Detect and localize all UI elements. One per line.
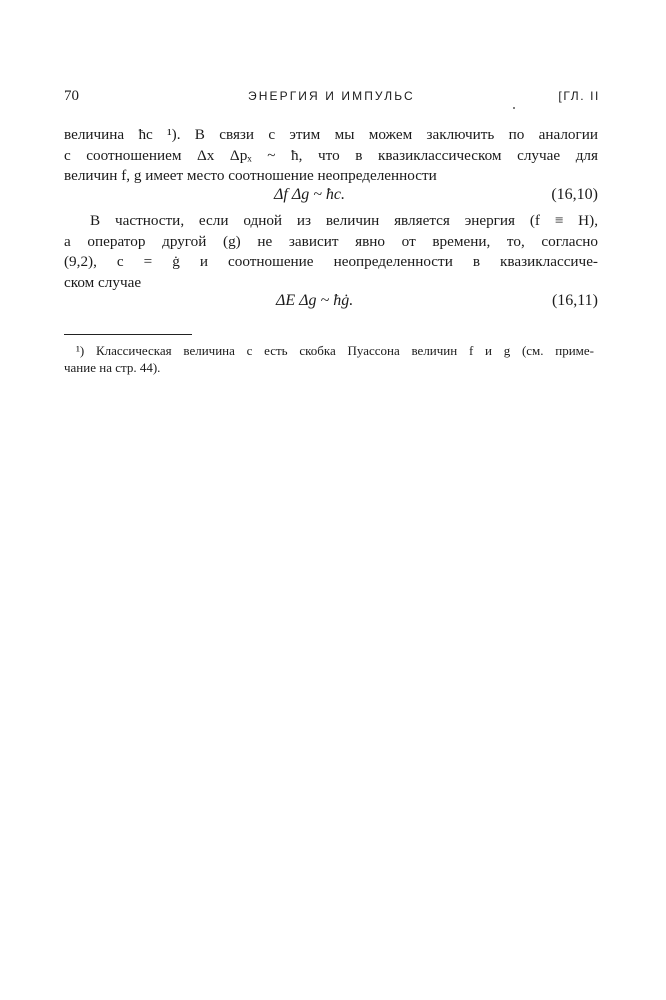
page-header [64, 88, 600, 108]
formula-16-11-expression: ΔE Δg ~ ħġ. [276, 292, 354, 309]
paragraph-1-line-3: величин f, g имеет место соотношение неопределенности [64, 167, 437, 184]
paragraph-1-line-1: величина ħc ¹). В связи с этим мы можем заключить по аналогии [64, 126, 598, 143]
formula-16-10-number: (16,10) [551, 186, 598, 203]
formula-16-11 [64, 292, 598, 314]
paragraph-2-line-3: (9,2), c = ġ и соотношение неопределенности в квазиклассиче- [64, 253, 598, 270]
running-title: ЭНЕРГИЯ И ИМПУЛЬС [248, 89, 415, 103]
print-speck [513, 107, 515, 109]
chapter-reference: [ГЛ. II [558, 89, 600, 103]
paragraph-2 [64, 211, 598, 293]
footnote-separator [64, 334, 192, 335]
formula-16-10-expression: Δf Δg ~ ħc. [274, 186, 345, 203]
formula-16-10 [64, 186, 598, 208]
paragraph-1-line-2: с соотношением Δx Δpₓ ~ ħ, что в квазиклассическом случае для [64, 146, 598, 164]
paragraph-2-line-4: ском случае [64, 273, 142, 291]
paragraph-2-line-1: В частности, если одной из величин является энергия (f ≡ H), [90, 212, 598, 229]
footnote-line-1: ¹) Классическая величина c есть скобка Пуассона величин f и g (см. приме- [76, 343, 594, 358]
formula-16-11-number: (16,11) [551, 292, 598, 309]
paragraph-2-line-2: а оператор другой (g) не зависит явно от времени, то, согласно [64, 232, 598, 250]
page-number: 70 [64, 88, 79, 104]
footnote [64, 342, 594, 376]
paragraph-1 [64, 125, 598, 187]
footnote-line-2: чание на стр. 44). [64, 360, 161, 375]
